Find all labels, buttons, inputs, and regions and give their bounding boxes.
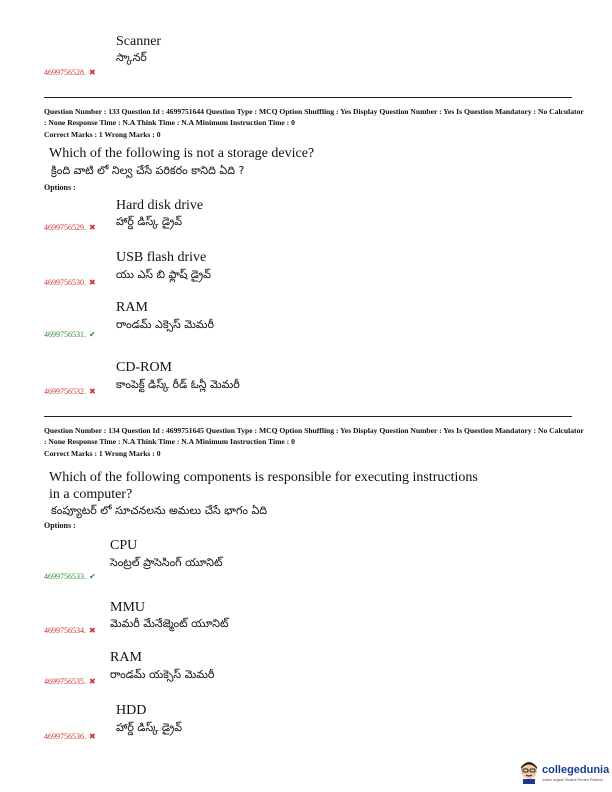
question-text-te: క్రింది వాటి లో నిల్వ చేసే పరికరం కానిది ఏది ? bbox=[51, 164, 245, 177]
option-id: 4699756528. ✖ bbox=[44, 68, 96, 77]
option-text-en: Hard disk drive bbox=[116, 198, 204, 213]
wrong-mark-icon: ✖ bbox=[89, 626, 96, 635]
option-text-te: రాండమ్ యక్సెస్ మెమరీ bbox=[110, 668, 215, 681]
wrong-mark-icon: ✖ bbox=[89, 68, 96, 77]
correct-check-icon: ✔ bbox=[89, 330, 96, 339]
question-marks: Correct Marks : 1 Wrong Marks : 0 bbox=[44, 130, 161, 139]
wrong-mark-icon: ✖ bbox=[89, 387, 96, 396]
options-label: Options : bbox=[44, 521, 76, 530]
option-text-te: హార్డ్ డిస్క్ డ్రైవ్ bbox=[116, 215, 183, 228]
option-id: 4699756533. ✔ bbox=[44, 572, 96, 581]
option-text-en: CD-ROM bbox=[116, 360, 173, 375]
option-text-te: యు ఎస్ బి ఫ్లాష్ డ్రైవ్ bbox=[116, 268, 211, 281]
option-text-en: RAM bbox=[116, 300, 148, 315]
question-text-en: Which of the following is not a storage device? bbox=[49, 146, 315, 161]
divider bbox=[44, 97, 572, 98]
option-text-en: HDD bbox=[116, 703, 147, 718]
option-id: 4699756532. ✖ bbox=[44, 387, 96, 396]
option-text-en: Scanner bbox=[116, 34, 162, 49]
divider bbox=[44, 416, 572, 417]
question-text-en: Which of the following components is responsible for executing instructions bbox=[49, 470, 478, 485]
options-label: Options : bbox=[44, 183, 76, 192]
option-text-en: CPU bbox=[110, 538, 138, 553]
option-text-en: USB flash drive bbox=[116, 250, 207, 265]
option-text-te: కాంపెక్ట్ డిస్క్ రీడ్ ఓన్లీ మెమరీ bbox=[116, 378, 240, 391]
option-id: 4699756534. ✖ bbox=[44, 626, 96, 635]
option-text-te: రాండమ్ ఎక్సెస్ మెమరీ bbox=[116, 318, 215, 331]
wrong-mark-icon: ✖ bbox=[89, 732, 96, 741]
option-id: 4699756529. ✖ bbox=[44, 223, 96, 232]
option-id: 4699756530. ✖ bbox=[44, 278, 96, 287]
correct-check-icon: ✔ bbox=[89, 572, 96, 581]
wrong-mark-icon: ✖ bbox=[89, 278, 96, 287]
question-text-te: కంప్యూటర్ లో సూచనలను అమలు చేసే భాగం ఏది bbox=[51, 504, 268, 517]
option-text-en: RAM bbox=[110, 650, 142, 665]
option-id: 4699756535. ✖ bbox=[44, 677, 96, 686]
mascot-icon bbox=[518, 760, 540, 784]
option-text-te: స్కానర్ bbox=[116, 51, 147, 64]
option-text-te: హార్డ్ డిస్క్ డ్రైవ్ bbox=[116, 721, 183, 734]
question-text-en-cont: in a computer? bbox=[49, 487, 133, 502]
logo-tagline: India's largest Student Review Platform bbox=[542, 778, 603, 782]
wrong-mark-icon: ✖ bbox=[89, 223, 96, 232]
option-id: 4699756536. ✖ bbox=[44, 732, 96, 741]
question-meta: Question Number : 134 Question Id : 4699751645 Question Type : MCQ Option Shuffling : Yes Display Question Number : Yes Is Question Mandatory : No Calculator : None Response Time : N.A Think Time : N.A Minimum Instruction Time : 0 bbox=[44, 426, 584, 446]
question-marks: Correct Marks : 1 Wrong Marks : 0 bbox=[44, 449, 161, 458]
option-text-te: సెంట్రల్ ప్రాసెసింగ్ యూనిట్ bbox=[110, 556, 223, 569]
option-id: 4699756531. ✔ bbox=[44, 330, 96, 339]
option-text-en: MMU bbox=[110, 600, 146, 615]
collegedunia-logo bbox=[518, 760, 610, 786]
wrong-mark-icon: ✖ bbox=[89, 677, 96, 686]
question-meta: Question Number : 133 Question Id : 4699751644 Question Type : MCQ Option Shuffling : Yes Display Question Number : Yes Is Question Mandatory : No Calculator : None Response Time : N.A Think Time : N.A Minimum Instruction Time : 0 bbox=[44, 107, 584, 127]
option-text-te: మెమరీ మేనేజ్మెంట్ యూనిట్ bbox=[110, 617, 229, 630]
logo-name: collegedunia bbox=[542, 764, 610, 776]
